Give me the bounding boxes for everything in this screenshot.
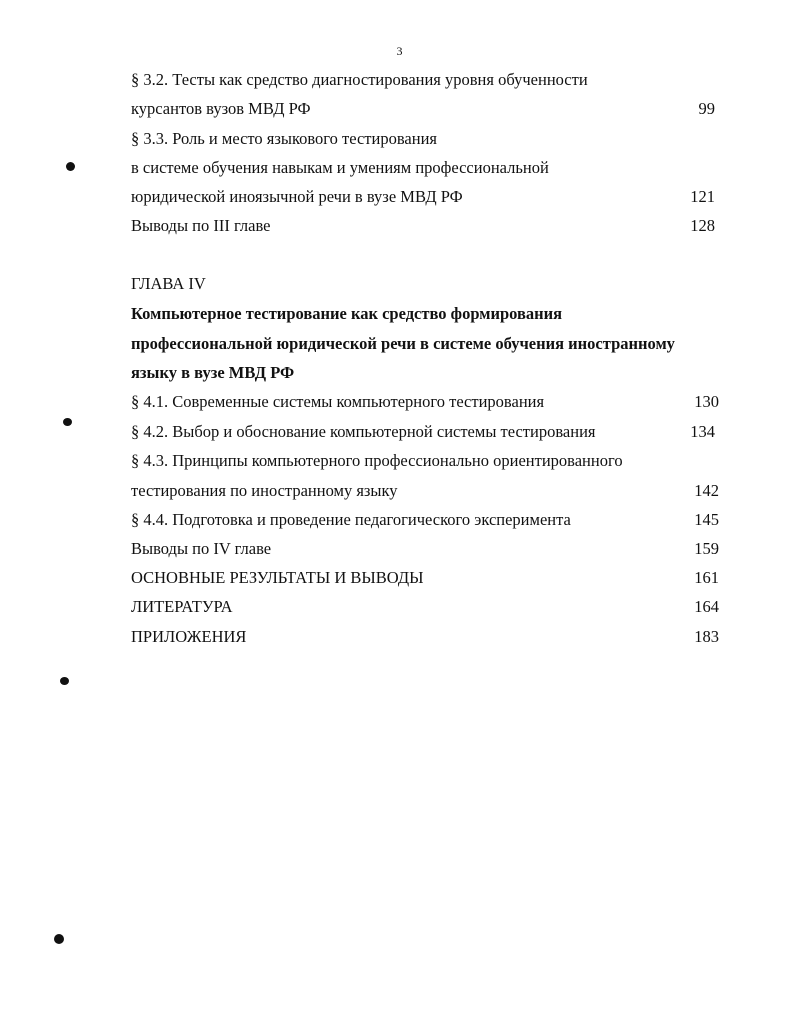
toc-entry-4-2 xyxy=(131,421,721,443)
toc-entry-text: § 4.1. Современные системы компьютерного тестирования xyxy=(131,392,545,411)
toc-entry-text: курсантов вузов МВД РФ xyxy=(131,99,311,118)
toc-entry-results xyxy=(131,567,721,589)
toc-entry-text: § 4.4. Подготовка и проведение педагогического эксперимента xyxy=(131,510,571,529)
toc-entry-text: тестирования по иностранному языку xyxy=(131,481,398,500)
toc-entry-4-4 xyxy=(131,509,721,531)
toc-page-number: 164 xyxy=(694,597,719,616)
chapter-title-line-1 xyxy=(131,303,721,325)
toc-page-number: 183 xyxy=(694,627,719,646)
toc-entry-text: § 4.2. Выбор и обоснование компьютерной системы тестирования xyxy=(131,422,596,441)
toc-entry-4-3-cont xyxy=(131,480,721,502)
toc-page-number: 145 xyxy=(694,510,719,529)
toc-page-number: 128 xyxy=(690,216,715,235)
scan-blot xyxy=(54,934,64,944)
toc-entry-text: в системе обучения навыкам и умениям профессиональной xyxy=(131,158,549,177)
toc-entry-3-2-cont xyxy=(131,98,721,120)
scan-blot xyxy=(63,418,72,426)
chapter-title-line-3 xyxy=(131,362,721,384)
chapter-title-line-2 xyxy=(131,333,721,355)
toc-entry-text: § 4.3. Принципы компьютерного профессионально ориентированного xyxy=(131,451,623,470)
toc-entry-4-1 xyxy=(131,391,721,413)
toc-entry-text: юридической иноязычной речи в вузе МВД РФ xyxy=(131,187,463,206)
chapter-title-text: Компьютерное тестирование как средство формирования xyxy=(131,304,563,323)
toc-entry-text: ЛИТЕРАТУРА xyxy=(131,597,233,616)
toc-entry-literature xyxy=(131,596,721,618)
toc-entry-3-3-cont2 xyxy=(131,186,721,208)
toc-page-number: 99 xyxy=(698,99,715,118)
toc-entry-text: ОСНОВНЫЕ РЕЗУЛЬТАТЫ И ВЫВОДЫ xyxy=(131,568,424,587)
toc-entry-text: Выводы по IV главе xyxy=(131,539,272,558)
toc-entry-text: § 3.3. Роль и место языкового тестирования xyxy=(131,129,437,148)
toc-entry-conclusions-3 xyxy=(131,215,721,237)
chapter-title-text: профессиональной юридической речи в системе обучения иностранному xyxy=(131,334,675,353)
toc-entry-4-3 xyxy=(131,450,721,472)
scan-blot xyxy=(60,677,69,685)
toc-entry-text: Выводы по III главе xyxy=(131,216,271,235)
toc-entry-text: ПРИЛОЖЕНИЯ xyxy=(131,627,247,646)
page-number: 3 xyxy=(396,44,403,58)
toc-entry-3-3 xyxy=(131,128,721,150)
toc-page-number: 134 xyxy=(690,422,715,441)
toc-entry-3-2 xyxy=(131,69,721,91)
chapter-label xyxy=(131,273,721,295)
chapter-label-text: ГЛАВА IV xyxy=(131,274,206,293)
toc-entry-conclusions-4 xyxy=(131,538,721,560)
toc-page-number: 130 xyxy=(694,392,719,411)
toc-page-number: 121 xyxy=(690,187,715,206)
chapter-title-text: языку в вузе МВД РФ xyxy=(131,363,295,382)
toc-entry-text: § 3.2. Тесты как средство диагностирования уровня обученности xyxy=(131,70,588,89)
scan-blot xyxy=(66,162,75,171)
toc-page-number: 159 xyxy=(694,539,719,558)
toc-page-number: 142 xyxy=(694,481,719,500)
toc-entry-appendix xyxy=(131,626,721,648)
toc-page-number: 161 xyxy=(694,568,719,587)
toc-entry-3-3-cont xyxy=(131,157,721,179)
